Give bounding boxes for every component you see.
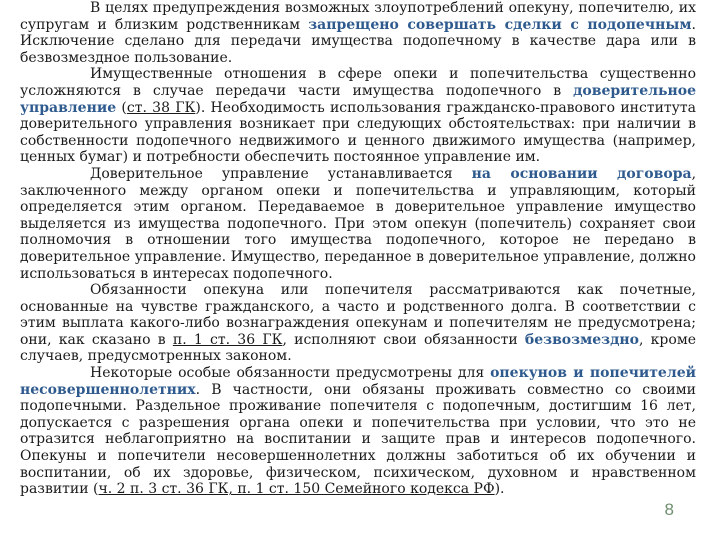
page-number: 8	[664, 500, 674, 519]
highlight-term: доверительное управление	[20, 82, 696, 116]
highlight-term: запрещено совершать сделки с подопечным	[308, 16, 692, 33]
text-run: ).	[494, 481, 505, 498]
text-run: Доверительное управление устанавливается	[90, 165, 472, 182]
paragraph-dogovor	[20, 166, 696, 282]
highlight-term: на основании договора	[471, 165, 692, 182]
text-run: ). Необходимость использования гражданско-правового института доверительного управления возникает при следующих обстоятельствах: при наличии в собственности подопечного недвижимого и ценного движимого имущества (например, ценных бумаг) и потребности обеспечить постоянное управление им.	[20, 99, 696, 166]
law-reference-link[interactable]: п. 1 ст. 36 ГК	[172, 331, 283, 348]
law-reference-link[interactable]: ч. 2 п. 3 ст. 36 ГК, п. 1 ст. 150 Семейного кодекса РФ	[98, 481, 495, 498]
text-run: Некоторые особые обязанности предусмотрены для	[90, 365, 491, 382]
body-text	[20, 0, 696, 498]
law-reference-link[interactable]: ст. 38 ГК	[126, 99, 196, 116]
text-run: (	[116, 99, 127, 116]
text-run: , исполняют свои обязанности	[282, 331, 525, 348]
highlight-term: безвозмездно	[524, 331, 639, 348]
paragraph-sdelki	[20, 0, 696, 66]
text-run: . Исключение сделано для передачи имущества подопечному в качестве дара или в безвозмездное пользование.	[20, 16, 696, 66]
text-run: В целях предупреждения возможных злоупотреблений опекуну, попечителю, их супругам и близким родственникам	[20, 0, 696, 33]
text-run: , заключенного между органом опеки и попечительства и управляющим, который определяется этим органом. Передаваемое в доверительное управление имущество выделяется из имущества подопечного. При этом опекун (попечитель) сохраняет свои полномочия в отношении того имущества подопечного, которое не передано в доверительное управление. Имущество, переданное в доверительное управление, должно использоваться в интересах подопечного.	[20, 165, 697, 282]
text-run: Имущественные отношения в сфере опеки и попечительства существенно усложняются в случае передачи части имущества подопечного в	[20, 66, 696, 99]
highlight-term: опекунов и попечителей несовершеннолетних	[20, 365, 696, 398]
text-run: Обязанности опекуна или попечителя рассматриваются как почетные, основанные на чувстве гражданского, а часто и родственного долга. В соответствии с этим выплата какого-либо вознаграждения опекунам и попечителям не предусмотрена; они, как сказано в	[20, 282, 696, 348]
paragraph-obyazannosti	[20, 282, 696, 365]
text-run: . В частности, они обязаны проживать совместно со своими подопечными. Раздельное проживание попечителя с подопечным, достигшим 16 лет, допускается с разрешения органа опеки и попечительства при условии, что это не отразится неблагоприятно на воспитании и защите прав и интересов подопечного. Опекуны и попечители несовершеннолетних должны заботиться об их обучении и воспитании, об их здоровье, физическом, психическом, духовном и нравственном развитии (	[20, 381, 696, 498]
paragraph-nesovershennoletnie	[20, 365, 696, 498]
paragraph-doveritelnoe	[20, 66, 696, 166]
text-run: , кроме случаев, предусмотренных законом.	[20, 331, 696, 365]
